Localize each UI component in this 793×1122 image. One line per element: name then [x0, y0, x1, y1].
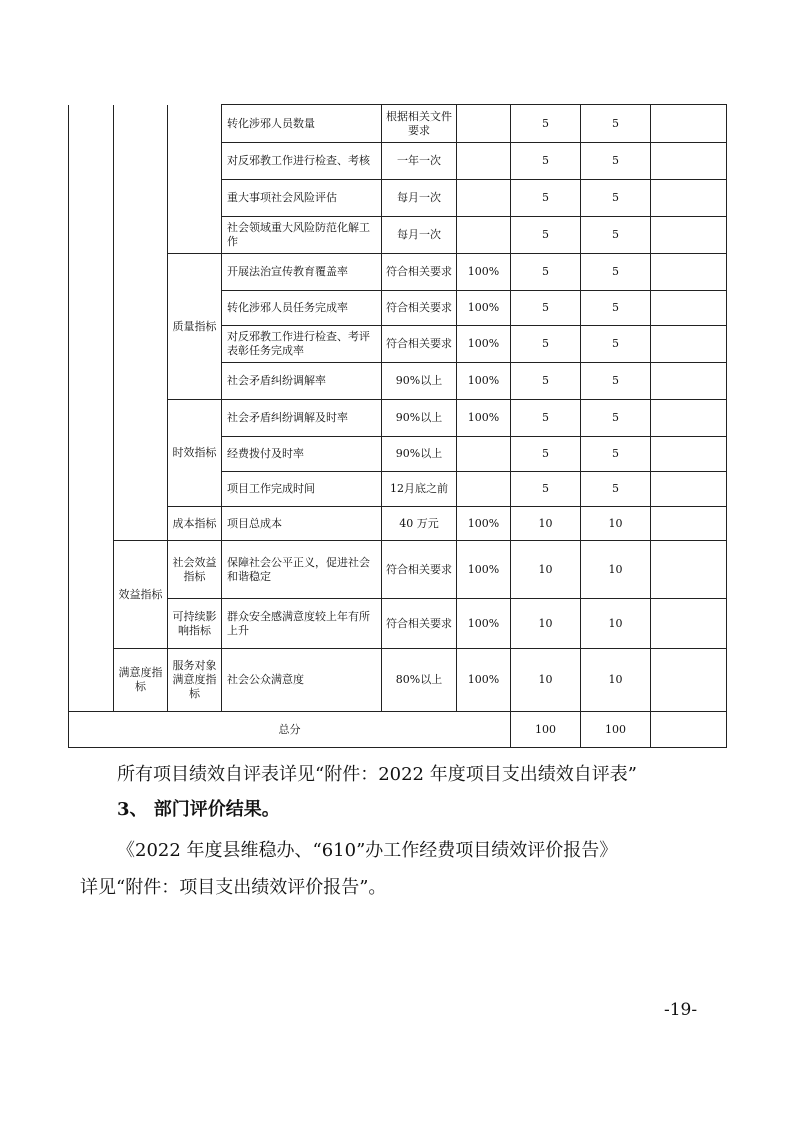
- note-cell: [651, 599, 727, 649]
- indicator-cell: 社会矛盾纠纷调解及时率: [222, 400, 382, 437]
- note-cell: [651, 105, 727, 143]
- note-cell: [651, 291, 727, 326]
- weight-cell: 10: [511, 599, 581, 649]
- indicator-cell: 社会领域重大风险防范化解工作: [222, 217, 382, 254]
- score-cell: 5: [581, 217, 651, 254]
- score-cell: 5: [581, 326, 651, 363]
- indicator-cell: 对反邪教工作进行检查、考评表彰任务完成率: [222, 326, 382, 363]
- actual-cell: 100%: [457, 507, 511, 541]
- indicator-cell: 社会公众满意度: [222, 649, 382, 712]
- indicator-cell: 社会矛盾纠纷调解率: [222, 363, 382, 400]
- table-row: [69, 599, 727, 649]
- level2-quantity-cell: [168, 105, 222, 254]
- total-weight: 100: [511, 712, 581, 748]
- score-cell: 10: [581, 649, 651, 712]
- level2-sustainable-cell: 可持续影响指标: [168, 599, 222, 649]
- weight-cell: 5: [511, 143, 581, 180]
- target-cell: 根据相关文件要求: [382, 105, 457, 143]
- indicator-cell: 项目总成本: [222, 507, 382, 541]
- score-cell: 5: [581, 180, 651, 217]
- level1-benefit-cell: 效益指标: [114, 541, 168, 649]
- table-row: [69, 400, 727, 437]
- score-cell: 5: [581, 105, 651, 143]
- score-cell: 5: [581, 254, 651, 291]
- weight-cell: 5: [511, 400, 581, 437]
- indicator-cell: 群众安全感满意度较上年有所上升: [222, 599, 382, 649]
- level1-output-sub-cell: [114, 105, 168, 541]
- paragraph-report-note: 详见“附件：项目支出绩效评价报告”。: [80, 877, 387, 898]
- level2-service-cell: 服务对象满意度指标: [168, 649, 222, 712]
- target-cell: 12月底之前: [382, 472, 457, 507]
- actual-cell: [457, 105, 511, 143]
- target-cell: 90%以上: [382, 363, 457, 400]
- note-cell: [651, 507, 727, 541]
- target-cell: 90%以上: [382, 400, 457, 437]
- level2-cost-cell: 成本指标: [168, 507, 222, 541]
- paragraph-report-title: 《2022 年度县维稳办、“610”办工作经费项目绩效评价报告》: [117, 840, 618, 861]
- weight-cell: 10: [511, 507, 581, 541]
- actual-cell: [457, 217, 511, 254]
- target-cell: 90%以上: [382, 437, 457, 472]
- weight-cell: 5: [511, 217, 581, 254]
- table-row: [69, 254, 727, 291]
- weight-cell: 5: [511, 105, 581, 143]
- score-cell: 10: [581, 599, 651, 649]
- indicator-cell: 保障社会公平正义，促进社会和谐稳定: [222, 541, 382, 599]
- weight-cell: 5: [511, 363, 581, 400]
- table-row: [69, 649, 727, 712]
- section-heading: 3、 部门评价结果。: [117, 799, 280, 820]
- weight-cell: 10: [511, 649, 581, 712]
- total-row: [69, 712, 727, 748]
- score-cell: 5: [581, 400, 651, 437]
- note-cell: [651, 143, 727, 180]
- note-cell: [651, 180, 727, 217]
- weight-cell: 5: [511, 254, 581, 291]
- score-cell: 5: [581, 437, 651, 472]
- performance-table: [68, 104, 727, 748]
- indicator-cell: 经费拨付及时率: [222, 437, 382, 472]
- total-score: 100: [581, 712, 651, 748]
- weight-cell: 5: [511, 291, 581, 326]
- note-cell: [651, 363, 727, 400]
- total-note: [651, 712, 727, 748]
- target-cell: 符合相关要求: [382, 291, 457, 326]
- level2-social-cell: 社会效益指标: [168, 541, 222, 599]
- target-cell: 40 万元: [382, 507, 457, 541]
- note-cell: [651, 649, 727, 712]
- target-cell: 符合相关要求: [382, 326, 457, 363]
- note-cell: [651, 541, 727, 599]
- indicator-cell: 重大事项社会风险评估: [222, 180, 382, 217]
- target-cell: 符合相关要求: [382, 254, 457, 291]
- indicator-cell: 转化涉邪人员任务完成率: [222, 291, 382, 326]
- actual-cell: 100%: [457, 649, 511, 712]
- note-cell: [651, 217, 727, 254]
- score-cell: 10: [581, 541, 651, 599]
- note-cell: [651, 326, 727, 363]
- table-row: [69, 105, 727, 143]
- score-cell: 5: [581, 472, 651, 507]
- note-cell: [651, 437, 727, 472]
- actual-cell: 100%: [457, 326, 511, 363]
- score-cell: 5: [581, 143, 651, 180]
- note-cell: [651, 254, 727, 291]
- paragraph-attachment-note: 所有项目绩效自评表详见“附件：2022 年度项目支出绩效自评表”: [117, 764, 637, 785]
- actual-cell: 100%: [457, 541, 511, 599]
- total-label: 总分: [69, 712, 511, 748]
- page-number: -19-: [664, 1000, 698, 1020]
- score-cell: 5: [581, 291, 651, 326]
- target-cell: 每月一次: [382, 217, 457, 254]
- weight-cell: 10: [511, 541, 581, 599]
- actual-cell: 100%: [457, 291, 511, 326]
- target-cell: 每月一次: [382, 180, 457, 217]
- note-cell: [651, 472, 727, 507]
- level1-output-cell: [69, 105, 114, 712]
- target-cell: 一年一次: [382, 143, 457, 180]
- score-cell: 10: [581, 507, 651, 541]
- actual-cell: [457, 180, 511, 217]
- weight-cell: 5: [511, 326, 581, 363]
- indicator-cell: 开展法治宣传教育覆盖率: [222, 254, 382, 291]
- target-cell: 符合相关要求: [382, 541, 457, 599]
- actual-cell: [457, 472, 511, 507]
- target-cell: 80%以上: [382, 649, 457, 712]
- actual-cell: [457, 143, 511, 180]
- weight-cell: 5: [511, 472, 581, 507]
- actual-cell: 100%: [457, 254, 511, 291]
- note-cell: [651, 400, 727, 437]
- weight-cell: 5: [511, 437, 581, 472]
- indicator-cell: 转化涉邪人员数量: [222, 105, 382, 143]
- actual-cell: 100%: [457, 363, 511, 400]
- actual-cell: 100%: [457, 400, 511, 437]
- weight-cell: 5: [511, 180, 581, 217]
- level2-quality-cell: 质量指标: [168, 254, 222, 400]
- table-row: [69, 541, 727, 599]
- actual-cell: [457, 437, 511, 472]
- target-cell: 符合相关要求: [382, 599, 457, 649]
- level1-satisfaction-cell: 满意度指标: [114, 649, 168, 712]
- indicator-cell: 对反邪教工作进行检查、考核: [222, 143, 382, 180]
- table-row: [69, 507, 727, 541]
- actual-cell: 100%: [457, 599, 511, 649]
- score-cell: 5: [581, 363, 651, 400]
- level2-timeliness-cell: 时效指标: [168, 400, 222, 507]
- indicator-cell: 项目工作完成时间: [222, 472, 382, 507]
